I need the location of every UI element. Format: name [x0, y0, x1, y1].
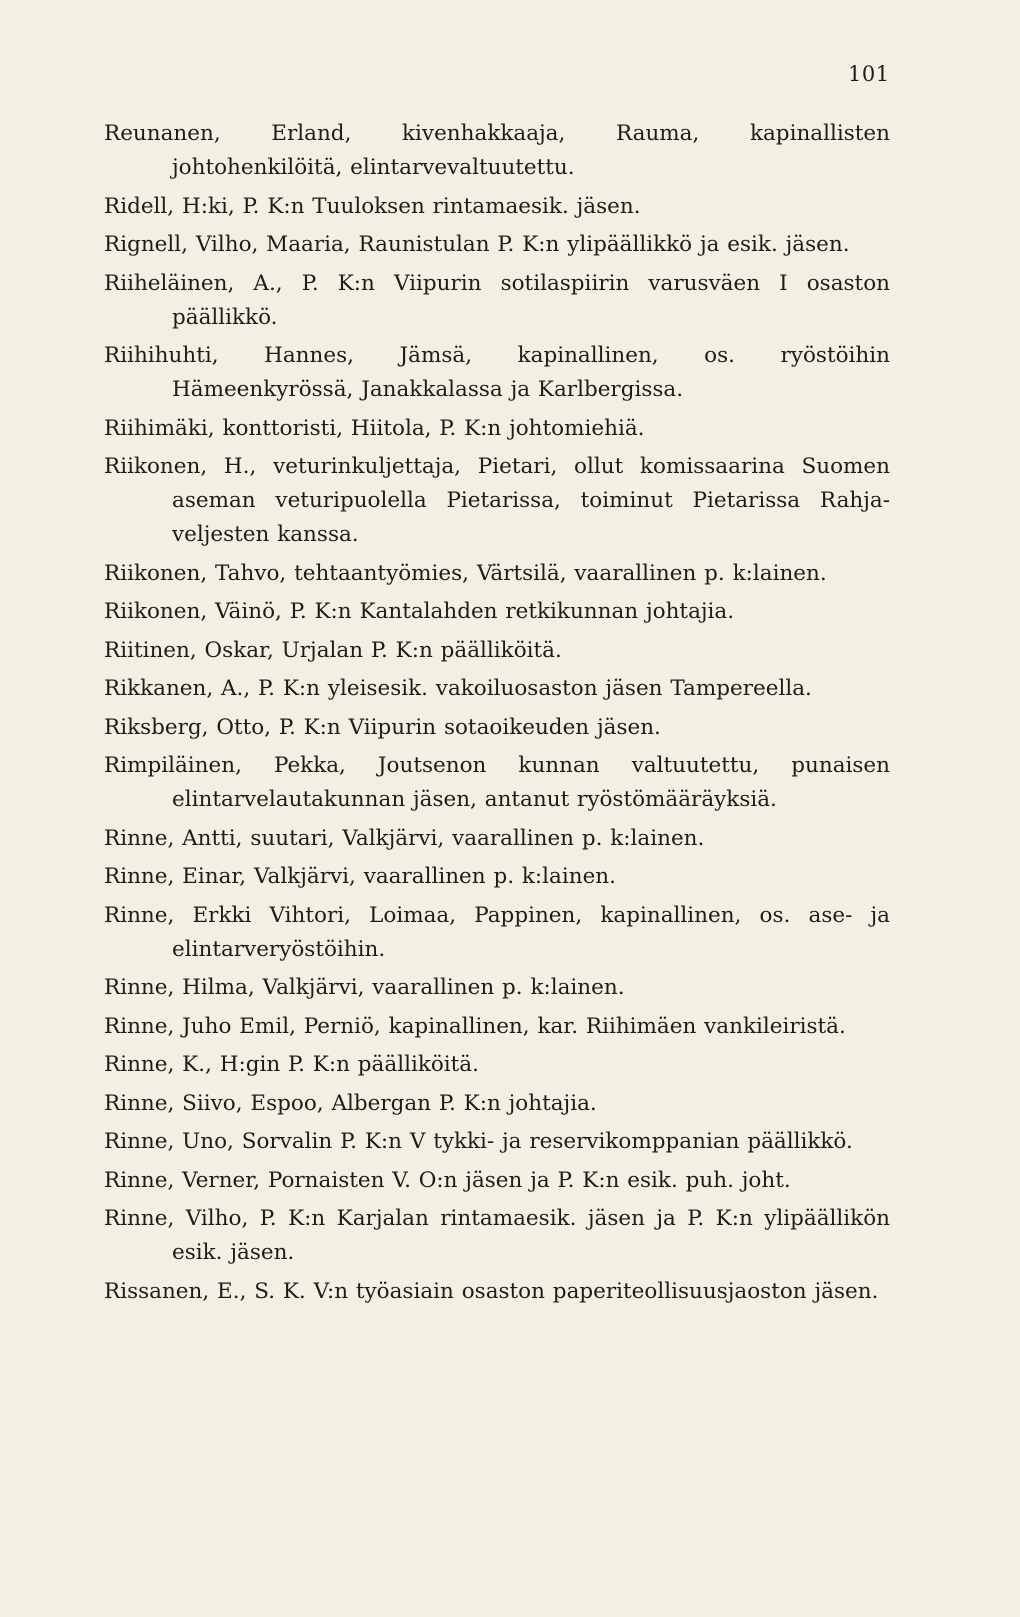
list-item: Rinne, Verner, Pornaisten V. O:n jäsen ja P. K:n esik. puh. joht.: [104, 1167, 791, 1193]
list-item: Rinne, Antti, suutari, Valkjärvi, vaarallinen p. k:lainen.: [104, 825, 705, 851]
list-item: Riitinen, Oskar, Urjalan P. K:n päälliköitä.: [104, 637, 562, 663]
list-item: Riikonen, Tahvo, tehtaantyömies, Värtsilä, vaarallinen p. k:lainen.: [104, 560, 827, 586]
list-item: Rinne, Uno, Sorvalin P. K:n V tykki- ja reservikomppanian päällikkö.: [104, 1129, 853, 1154]
list-item: Rinne, K., H:gin P. K:n päälliköitä.: [104, 1052, 479, 1077]
list-item: Riikonen, Väinö, P. K:n Kantalahden retkikunnan johtajia.: [104, 599, 735, 624]
list-item: Rinne, Juho Emil, Perniö, kapinallinen, kar. Riihimäen vankileiristä.: [104, 1013, 846, 1039]
list-item: Rinne, Erkki Vihtori, Loimaa, Pappinen, kapinallinen, os. ase- ja elintarveryöstöihin.: [104, 902, 890, 962]
list-item: Rignell, Vilho, Maaria, Raunistulan P. K:n ylipäällikkö ja esik. jäsen.: [104, 232, 850, 257]
page-number: 101: [848, 62, 890, 86]
list-item: Riihimäki, konttoristi, Hiitola, P. K:n johtomiehiä.: [104, 415, 645, 441]
list-item: Rinne, Hilma, Valkjärvi, vaarallinen p. k:lainen.: [104, 975, 625, 1000]
list-item: Riiheläinen, A., P. K:n Viipurin sotilaspiirin varusväen I osaston päällikkö.: [104, 270, 890, 330]
list-item: Rinne, Vilho, P. K:n Karjalan rintamaesik. jäsen ja P. K:n ylipäällikön esik. jäsen.: [104, 1206, 890, 1265]
list-item: Rinne, Einar, Valkjärvi, vaarallinen p. k:lainen.: [104, 864, 616, 889]
list-item: Reunanen, Erland, kivenhakkaaja, Rauma, kapinallisten johtohenkilöitä, elintarvevaltuutettu.: [104, 121, 890, 180]
list-item: Rissanen, E., S. K. V:n työasiain osaston paperiteollisuusjaoston jäsen.: [104, 1278, 879, 1304]
list-item: Rikkanen, A., P. K:n yleisesik. vakoiluosaston jäsen Tampereella.: [104, 676, 812, 701]
list-item: Rinne, Siivo, Espoo, Albergan P. K:n johtajia.: [104, 1090, 597, 1116]
list-item: Rimpiläinen, Pekka, Joutsenon kunnan valtuutettu, punaisen elintarvelautakunnan jäsen, antanut ryöstömääräyksiä.: [104, 753, 890, 812]
list-item: Riihihuhti, Hannes, Jämsä, kapinallinen, os. ryöstöihin Hämeenkyrössä, Janakkalassa ja Karlbergissa.: [104, 343, 890, 402]
list-item: Riksberg, Otto, P. K:n Viipurin sotaoikeuden jäsen.: [104, 714, 661, 740]
list-item: Riikonen, H., veturinkuljettaja, Pietari, ollut komissaarina Suomen aseman veturipuolella Pietarissa, toiminut Pietarissa Rahja-veljesten kanssa.: [104, 454, 890, 547]
entry-list: [104, 117, 890, 1313]
list-item: Ridell, H:ki, P. K:n Tuuloksen rintamaesik. jäsen.: [104, 193, 641, 219]
